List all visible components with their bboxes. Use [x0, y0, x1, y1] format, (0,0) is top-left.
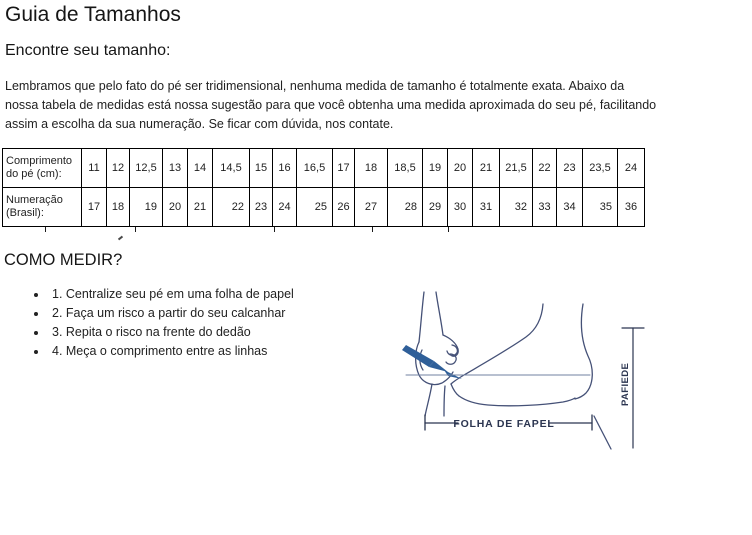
shoe-size-row-value: 25: [297, 188, 333, 227]
intro-line: Lembramos que pelo fato do pé ser tridimensional, nenhuma medida de tamanho é totalmente exata. Abaixo da: [5, 79, 625, 93]
page-title: Guia de Tamanhos: [5, 3, 181, 26]
measurement-illustration: [398, 288, 670, 464]
shoe-size-row-value: 22: [213, 188, 250, 227]
foot-length-row-value: 22: [533, 149, 557, 188]
shoe-size-row-value: 24: [273, 188, 297, 227]
shoe-size-row-value: 26: [333, 188, 355, 227]
shoe-size-row-header: Numeração (Brasil):: [3, 188, 82, 227]
shoe-size-row-value: 27: [355, 188, 388, 227]
foot-length-row-value: 16,5: [297, 149, 333, 188]
foot-length-row-value: 14,5: [213, 149, 250, 188]
table-border-remnant: [135, 227, 136, 232]
shoe-size-row-value: 36: [618, 188, 645, 227]
foot-length-row-value: 21,5: [500, 149, 533, 188]
foot-length-row-value: 16: [273, 149, 297, 188]
size-table: [2, 148, 645, 227]
table-border-remnant: [448, 227, 449, 232]
table-border-remnant: [274, 227, 275, 232]
foot-length-row-value: 21: [473, 149, 500, 188]
foot-length-row-value: 13: [163, 149, 188, 188]
hand-drawing: [416, 292, 459, 385]
foot-length-row-value: 18: [355, 149, 388, 188]
measure-step: • 4. Meça o comprimento entre as linhas: [48, 342, 294, 361]
shoe-size-row-value: 33: [533, 188, 557, 227]
foot-length-row-value: 15: [250, 149, 273, 188]
shoe-size-row-value: 32: [500, 188, 533, 227]
foot-length-row-value: 18,5: [388, 149, 423, 188]
pen-icon: [402, 345, 462, 379]
stray-mark: [118, 236, 123, 241]
intro-paragraph: [5, 77, 656, 134]
foot-length-row-header: Comprimento do pé (cm):: [3, 149, 82, 188]
shoe-size-row-value: 34: [557, 188, 583, 227]
shoe-size-row-value: 23: [250, 188, 273, 227]
intro-line: assim a escolha da sua numeração. Se ficar com dúvida, nos contate.: [5, 117, 394, 131]
foot-length-row-value: 14: [188, 149, 213, 188]
table-border-remnant: [45, 227, 46, 232]
wall-label: PAFIEDE: [620, 362, 631, 406]
measure-steps-list: [26, 285, 294, 361]
find-your-size-heading: Encontre seu tamanho:: [5, 42, 171, 59]
shoe-size-row: [3, 188, 645, 227]
measure-step: • 2. Faça um risco a partir do seu calcanhar: [48, 304, 294, 323]
measure-step: • 3. Repita o risco na frente do dedão: [48, 323, 294, 342]
foot-length-row-value: 12: [107, 149, 130, 188]
foot-length-row-value: 23,5: [583, 149, 618, 188]
shoe-size-row-value: 29: [423, 188, 448, 227]
foot-length-row-value: 23: [557, 149, 583, 188]
shoe-size-row-value: 30: [448, 188, 473, 227]
foot-length-row-value: 19: [423, 149, 448, 188]
foot-length-row-value: 12,5: [130, 149, 163, 188]
shoe-size-row-value: 17: [82, 188, 107, 227]
foot-length-row-value: 17: [333, 149, 355, 188]
foot-length-row: [3, 149, 645, 188]
foot-length-row-value: 11: [82, 149, 107, 188]
paper-width-label: FOLHA DE FAPEL: [453, 418, 555, 430]
shoe-size-row-value: 35: [583, 188, 618, 227]
shoe-size-row-value: 19: [130, 188, 163, 227]
foot-length-row-value: 24: [618, 149, 645, 188]
shoe-size-row-value: 20: [163, 188, 188, 227]
how-to-measure-heading: COMO MEDIR?: [4, 251, 123, 269]
measure-step: • 1. Centralize seu pé em uma folha de papel: [48, 285, 294, 304]
shoe-size-row-value: 21: [188, 188, 213, 227]
shoe-size-row-value: 28: [388, 188, 423, 227]
intro-line: nossa tabela de medidas está nossa sugestão para que você obtenha uma medida aproximada do seu pé, facilitando: [5, 98, 657, 112]
shoe-size-row-value: 31: [473, 188, 500, 227]
foot-length-row-value: 20: [448, 149, 473, 188]
shoe-size-row-value: 18: [107, 188, 130, 227]
table-border-remnant: [372, 227, 373, 232]
